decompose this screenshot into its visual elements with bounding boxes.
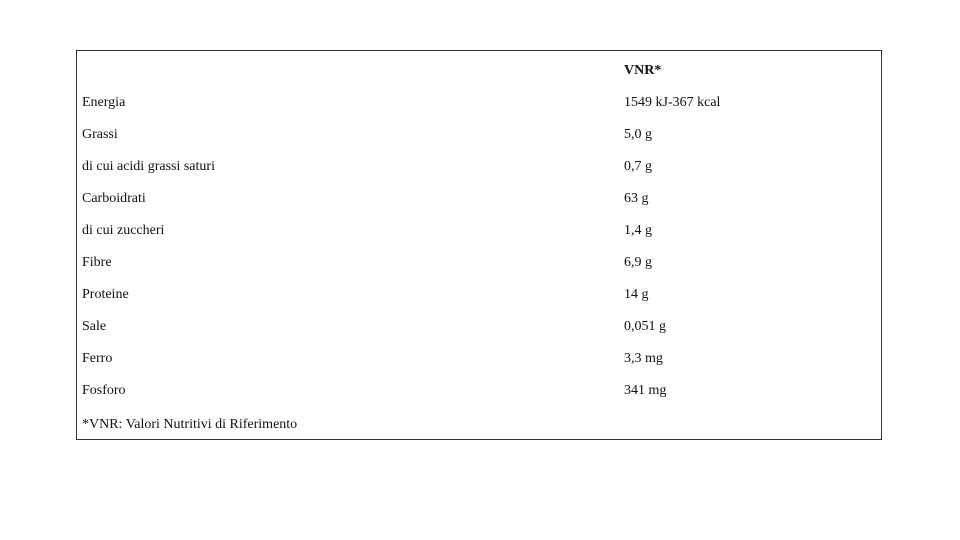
nutrition-table — [76, 50, 882, 440]
table-row — [77, 119, 881, 151]
row-value: 1,4 g — [624, 223, 652, 238]
table-row — [77, 343, 881, 375]
row-value: 1549 kJ-367 kcal — [624, 95, 721, 110]
row-label: di cui acidi grassi saturi — [82, 159, 215, 174]
table-row — [77, 183, 881, 215]
table-header — [77, 55, 881, 87]
table-row — [77, 311, 881, 343]
row-label: Fosforo — [82, 383, 126, 398]
row-label: Energia — [82, 95, 126, 110]
table-row — [77, 87, 881, 119]
row-value: 3,3 mg — [624, 351, 663, 366]
row-value: 0,7 g — [624, 159, 652, 174]
row-label: Carboidrati — [82, 191, 146, 206]
table-row — [77, 151, 881, 183]
table-footnote: *VNR: Valori Nutritivi di Riferimento — [82, 417, 298, 432]
header-vnr: VNR* — [624, 63, 662, 78]
row-label: Proteine — [82, 287, 129, 302]
row-label: Ferro — [82, 351, 113, 366]
row-value: 63 g — [624, 191, 649, 206]
row-value: 0,051 g — [624, 319, 666, 334]
row-label: di cui zuccheri — [82, 223, 165, 238]
row-label: Sale — [82, 319, 107, 334]
row-label: Grassi — [82, 127, 118, 142]
table-row — [77, 279, 881, 311]
table-row — [77, 375, 881, 407]
row-value: 341 mg — [624, 383, 667, 398]
row-value: 5,0 g — [624, 127, 652, 142]
row-value: 14 g — [624, 287, 649, 302]
table-row — [77, 247, 881, 279]
row-label: Fibre — [82, 255, 112, 270]
table-row — [77, 215, 881, 247]
row-value: 6,9 g — [624, 255, 652, 270]
